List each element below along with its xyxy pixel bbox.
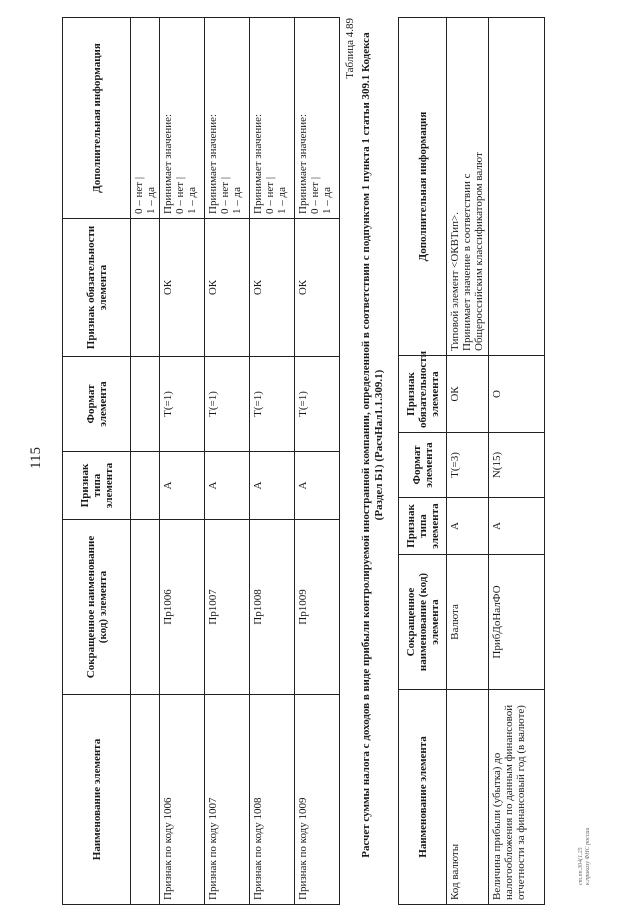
table-1-continuation-row	[131, 18, 160, 905]
header-type: Признак типа элемента	[399, 498, 447, 555]
element-code: Пр1007	[205, 520, 250, 695]
approval-stamp: ст.пп.304(1.25 к.приказу ФНС россии	[578, 827, 591, 885]
element-name: Признак по коду 1009	[295, 695, 340, 905]
page-number: 115	[28, 447, 44, 469]
table-1-header-row	[63, 18, 131, 905]
element-code: ПрибДоНалФО	[489, 555, 545, 690]
element-format: Т(=1)	[250, 357, 295, 452]
table-2-title: Расчет суммы налога с доходов в виде прибыли контролируемой иностранной компании, определенной в соответствии с подпунктом 1 пункта 1 статьи 309.1 Кодекса (Раздел Б1) (РасчНал1.1.309.1)	[360, 32, 385, 858]
element-name: Признак по коду 1008	[250, 695, 295, 905]
element-required: ОК	[295, 219, 340, 357]
header-required: Признак обязательности элемента	[63, 219, 131, 357]
header-name: Наименование элемента	[399, 690, 447, 905]
header-name: Наименование элемента	[63, 695, 131, 905]
element-code: Валюта	[447, 555, 489, 690]
element-type: А	[250, 452, 295, 520]
element-code: Пр1006	[160, 520, 205, 695]
element-required: ОК	[447, 356, 489, 433]
element-format: Т(=3)	[447, 433, 489, 498]
element-type: А	[447, 498, 489, 555]
element-name: Величина прибыли (убытка) до налогообложения по данным финансовой отчетности за финансовый год (в валюте)	[489, 690, 545, 905]
header-code: Сокращенное наименование (код) элемента	[63, 520, 131, 695]
table-caption: Таблица 4.89	[344, 18, 356, 79]
element-type: А	[295, 452, 340, 520]
element-name: Код валюты	[447, 690, 489, 905]
table-row	[205, 18, 250, 905]
table-row	[295, 18, 340, 905]
element-type: А	[160, 452, 205, 520]
table-row	[489, 18, 545, 905]
element-name: Признак по коду 1007	[205, 695, 250, 905]
element-type: А	[205, 452, 250, 520]
element-required: ОК	[205, 219, 250, 357]
table-2	[398, 17, 545, 905]
element-code: Пр1008	[250, 520, 295, 695]
element-info: Принимает значение: 0 – нет | 1 – да	[205, 18, 250, 219]
element-info: Принимает значение: 0 – нет | 1 – да	[160, 18, 205, 219]
element-format: Т(=1)	[160, 357, 205, 452]
element-format: N(15)	[489, 433, 545, 498]
header-info: Дополнительная информация	[399, 18, 447, 356]
table-1	[62, 17, 340, 905]
header-info: Дополнительная информация	[63, 18, 131, 219]
element-type: А	[489, 498, 545, 555]
element-code: Пр1009	[295, 520, 340, 695]
element-required: ОК	[250, 219, 295, 357]
header-type: Признак типа элемента	[63, 452, 131, 520]
table-row	[250, 18, 295, 905]
header-required: Признак обязательности элемента	[399, 356, 447, 433]
table-row	[160, 18, 205, 905]
element-info: Принимает значение: 0 – нет | 1 – да	[250, 18, 295, 219]
header-code: Сокращенное наименование (код) элемента	[399, 555, 447, 690]
continuation-info: 0 – нет | 1 – да	[131, 18, 160, 219]
element-info: Типовой элемент <ОКВТип>. Принимает значение в соответствии с Общероссийским классификатором валют	[447, 18, 489, 356]
element-info	[489, 18, 545, 356]
header-format: Формат элемента	[63, 357, 131, 452]
element-format: Т(=1)	[205, 357, 250, 452]
element-info: Принимает значение: 0 – нет | 1 – да	[295, 18, 340, 219]
header-format: Формат элемента	[399, 433, 447, 498]
table-2-header-row	[399, 18, 447, 905]
element-required: ОК	[160, 219, 205, 357]
element-name: Признак по коду 1006	[160, 695, 205, 905]
element-required: О	[489, 356, 545, 433]
table-row	[447, 18, 489, 905]
element-format: Т(=1)	[295, 357, 340, 452]
